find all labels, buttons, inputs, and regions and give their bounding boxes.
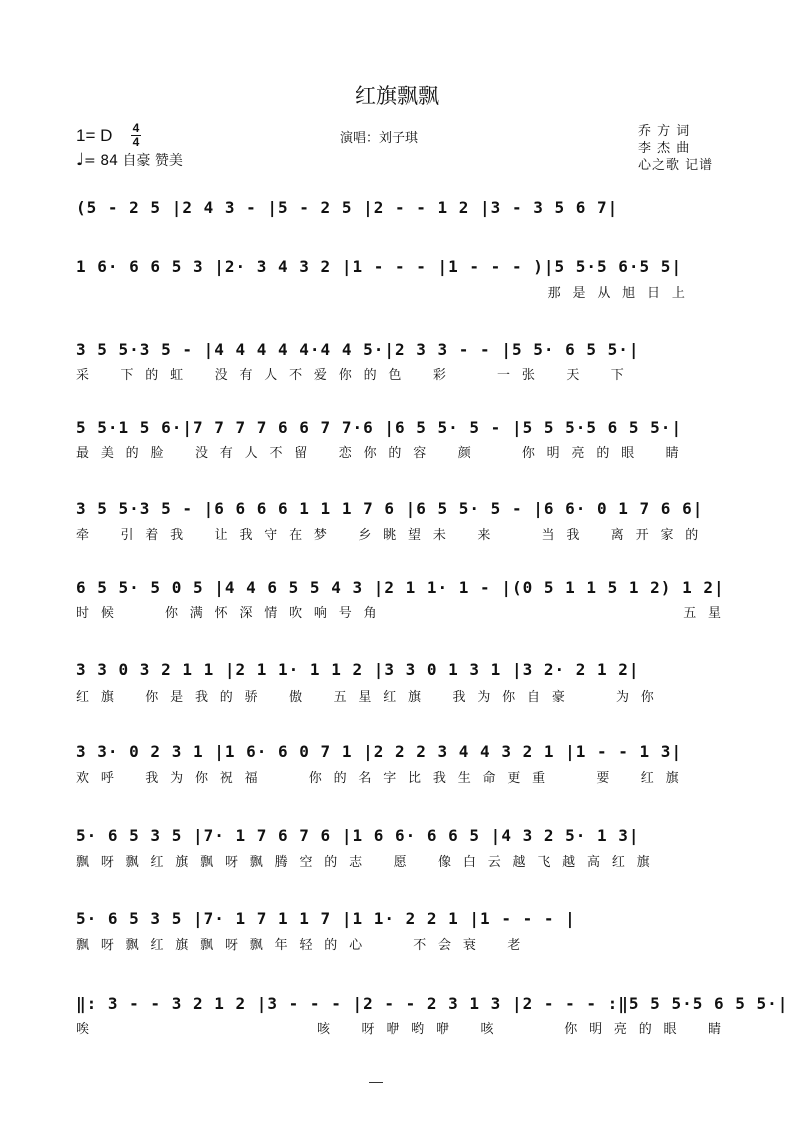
song-title: 红旗飘飘	[355, 84, 439, 108]
score-row-3: 3 5 5·3 5 - |4 4 4 4 4·4 4 5·|2 3 3 - - |5 5· 6 5 5·|	[76, 340, 640, 359]
score-row-2: 1 6· 6 6 5 3 |2· 3 4 3 2 |1 - - - |1 - - - )|5 5·5 6·5 5|	[76, 257, 683, 276]
lyric-row-10: 飘 呀 飘 红 旗 飘 呀 飘 年 轻 的 心 不 会 衰 老	[76, 938, 523, 953]
tempo-marking	[76, 150, 183, 170]
quarter-note-icon: ♩	[76, 150, 85, 170]
lyric-row-1	[76, 226, 722, 244]
transcriber-credit: 心之歌 记谱	[638, 158, 714, 173]
lyric-row-7: 红 旗 你 是 我 的 骄 傲 五 星 红 旗 我 为 你 自 豪 为 你	[76, 690, 656, 705]
composer-credit: 李 杰 曲	[638, 141, 691, 156]
lyric-row-4: 最 美 的 脸 没 有 人 不 留 恋 你 的 容 颜 你 明 亮 的 眼 睛	[76, 446, 681, 461]
lyric-row-3: 采 下 的 虹 没 有 人 不 爱 你 的 色 彩 一 张 天 下	[76, 368, 626, 383]
lyric-row-11: 唉 咳 呀 咿 哟 咿 咳 你 明 亮 的 眼 睛	[76, 1022, 724, 1037]
lyric-row-9: 飘 呀 飘 红 旗 飘 呀 飘 腾 空 的 志 愿 像 白 云 越 飞 越 高 红 旗	[76, 855, 652, 870]
time-signature	[130, 122, 142, 149]
lyric-row-5: 牵 引 着 我 让 我 守 在 梦 乡 眺 望 未 来 当 我 离 开 家 的	[76, 528, 701, 543]
singer-credit: 演唱：刘子琪	[340, 131, 419, 146]
time-signature-bottom: 4	[132, 135, 140, 149]
score-row-7: 3 3 0 3 2 1 1 |2 1 1· 1 1 2 |3 3 0 1 3 1 |3 2· 2 1 2|	[76, 660, 640, 679]
tempo-text: = 84 自豪 赞美	[84, 153, 183, 169]
score-row-8: 3 3· 0 2 3 1 |1 6· 6 0 7 1 |2 2 2 3 4 4 3 2 1 |1 - - 1 3|	[76, 742, 683, 761]
page-footer-mark	[369, 1082, 383, 1083]
lyricist-credit: 乔 方 词	[638, 124, 691, 139]
score-row-1: (5 - 2 5 |2 4 3 - |5 - 2 5 |2 - - 1 2 |3 - 3 5 6 7|	[76, 198, 619, 217]
score-row-11: ‖: 3 - - 3 2 1 2 |3 - - - |2 - - 2 3 1 3 |2 - - - :‖5 5 5·5 6 5 5·|	[76, 994, 789, 1013]
time-signature-top: 4	[132, 121, 140, 135]
key-signature: 1= D	[76, 126, 113, 145]
score-row-5: 3 5 5·3 5 - |6 6 6 6 1 1 1 7 6 |6 5 5· 5 - |6 6· 0 1 7 6 6|	[76, 499, 704, 518]
score-row-9: 5· 6 5 3 5 |7· 1 7 6 7 6 |1 6 6· 6 6 5 |4 3 2 5· 1 3|	[76, 826, 640, 845]
composer-credits	[638, 123, 713, 174]
lyric-row-2: 那 是 从 旭 日 上	[76, 286, 687, 301]
score-row-4: 5 5·1 5 6·|7 7 7 7 6 6 7 7·6 |6 5 5· 5 - |5 5 5·5 6 5 5·|	[76, 418, 683, 437]
lyric-row-6: 时 候 你 满 怀 深 情 吹 响 号 角 五 星	[76, 606, 724, 621]
lyric-row-8: 欢 呼 我 为 你 祝 福 你 的 名 字 比 我 生 命 更 重 要 红 旗	[76, 771, 681, 786]
score-row-6: 6 5 5· 5 0 5 |4 4 6 5 5 4 3 |2 1 1· 1 - |(0 5 1 1 5 1 2) 1 2|	[76, 578, 725, 597]
score-row-10: 5· 6 5 3 5 |7· 1 7 1 1 7 |1 1· 2 2 1 |1 - - - |	[76, 909, 576, 928]
